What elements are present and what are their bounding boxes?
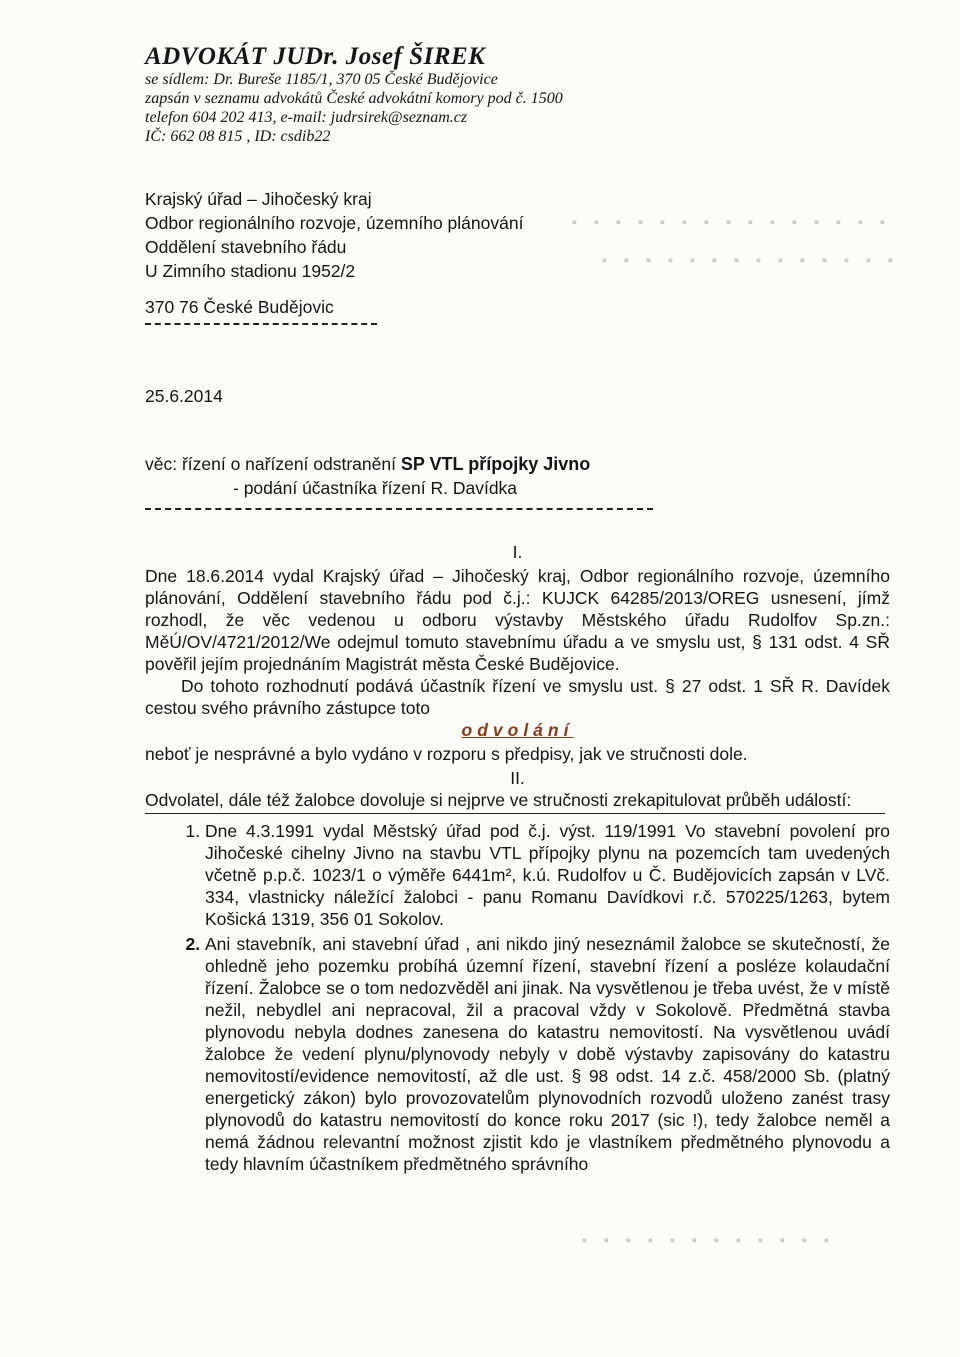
letterhead-line: se sídlem: Dr. Bureše 1185/1, 370 05 České Budějovice xyxy=(145,71,498,88)
bleed-through-text: ▪ ▪ ▪ ▪ ▪ ▪ ▪ ▪ ▪ ▪ ▪ ▪ ▪ ▪ xyxy=(600,253,898,270)
letterhead-line: zapsán v seznamu advokátů České advokátní komory pod č. 1500 xyxy=(145,90,563,107)
paragraph: neboť je nesprávné a bylo vydáno v rozporu s předpisy, jak ve stručnosti dole. xyxy=(145,744,748,764)
letter-date: 25.6.2014 xyxy=(145,386,223,406)
subject-block xyxy=(145,452,653,510)
recipient-address xyxy=(145,187,523,325)
paragraph: Dne 18.6.2014 vydal Krajský úřad – Jihočeský kraj, Odbor regionálního rozvoje, územního plánování, Oddělení stavebního řádu pod č.j.: KUJCK 64285/2013/OREG usnesení, jímž rozhodl, že věc vedenou u odboru výstavby Městského úřadu Rudolfov Sp.zn.: MěÚ/OV/4721/2012/We odejmul tomuto stavebnímu úřadu a ve smyslu ust, § 131 odst. 4 SŘ pověřil jejím projednáním Magistrát města České Budějovice. xyxy=(145,566,890,674)
divider xyxy=(145,813,885,814)
paragraph: Odvolatel, dále též žalobce dovoluje si nejprve ve stručnosti zrekapitulovat průběh událostí: xyxy=(145,790,852,810)
numbered-list xyxy=(145,820,890,1175)
recipient-line: Krajský úřad – Jihočeský kraj xyxy=(145,189,372,209)
letter-body xyxy=(145,541,890,1178)
section-number: I. xyxy=(512,542,523,562)
recipient-line: Oddělení stavebního řádu xyxy=(145,237,347,257)
odvolani-heading: odvolání xyxy=(461,720,574,740)
bleed-through-text: ▪ ▪ ▪ ▪ ▪ ▪ ▪ ▪ ▪ ▪ ▪ ▪ ▪ ▪ ▪ xyxy=(570,215,890,232)
subject-line2: - podání účastníka řízení R. Davídka xyxy=(233,478,518,498)
recipient-line: 370 76 České Budějovic xyxy=(145,297,334,317)
firm-name: ADVOKÁT JUDr. Josef ŠIREK xyxy=(145,43,486,70)
list-item: 2. Ani stavebník, ani stavební úřad , ani nikdo jiný neseznámil žalobce se skutečností, že ohledně jeho pozemku probíhá územní řízení, stavební řízení a posléze kolaudační řízení. Žalobce se o tom nedozvěděl ani jinak. Na vysvětlenou je třeba uvést, že v místě nežil, nebydlel ani nepracoval, žil a pracoval vždy v Sokolově. Předmětná stavba plynovodu nebyla dodnes zanesena do katastru nemovitostí. Na vysvětlenou uvádí žalobce že vedení plynu/plynovody nebyly v době výstavby zapisovány do katastru nemovitostí/evidence nemovitostí, až dle ust. § 98 odst. 14 z.č. 458/2000 Sb. (platný energetický zákon) bylo provozovatelům plynovodních rozvodů uloženo zanést trasy plynovodů do katastru nemovitostí do konce roku 2017 (sic !), tedy žalobce neměl a nemá žádnou relevantní možnost zjistit kdo je vlastníkem předmětného plynovodu a tedy hlavním účastníkem předmětného správního xyxy=(205,933,890,1175)
letterhead-line: IČ: 662 08 815 , ID: csdib22 xyxy=(145,128,331,145)
divider xyxy=(145,323,377,325)
letterhead xyxy=(145,44,665,146)
bleed-through-text: ▪ ▪ ▪ ▪ ▪ ▪ ▪ ▪ ▪ ▪ ▪ ▪ xyxy=(580,1233,834,1250)
subject-title: SP VTL přípojky Jivno xyxy=(400,454,591,474)
subject-prefix: věc: řízení o nařízení odstranění xyxy=(145,454,396,474)
recipient-line: Odbor regionálního rozvoje, územního plánování xyxy=(145,213,524,233)
paragraph: Do tohoto rozhodnutí podává účastník řízení ve smyslu ust. § 27 odst. 1 SŘ R. Davídek cestou svého právního zástupce toto xyxy=(145,676,890,718)
list-item: 1. Dne 4.3.1991 vydal Městský úřad pod č.j. výst. 119/1991 Vo stavební povolení pro Jihočeské cihelny Jivno na stavbu VTL přípojky plynu na pozemcích tam uvedených včetně p.p.č. 1023/1 o výměře 6441m², k.ú. Rudolfov u Č. Budějovicích zapsán v LVč. 334, vlastnicky náležící žalobci - panu Romanu Davídkovi r.č. 570225/1263, bytem Košická 1319, 356 01 Sokolov. xyxy=(205,820,890,930)
recipient-line: U Zimního stadionu 1952/2 xyxy=(145,261,356,281)
divider xyxy=(145,508,653,510)
section-number: II. xyxy=(510,768,525,788)
letterhead-line: telefon 604 202 413, e-mail: judrsirek@seznam.cz xyxy=(145,109,468,126)
